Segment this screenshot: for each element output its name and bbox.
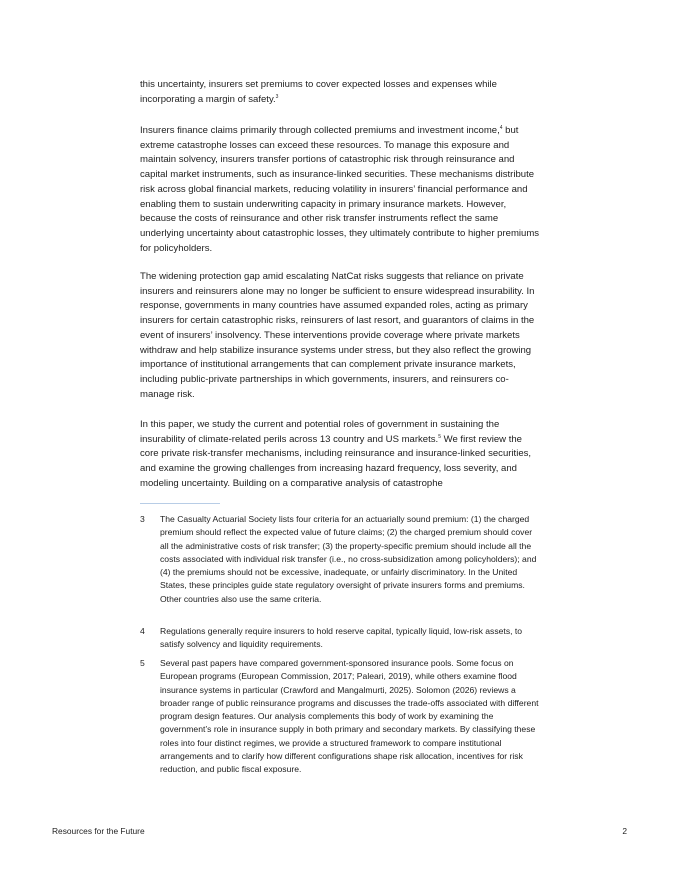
footnote-text: Several past papers have compared government-sponsored insurance pools. Some focus on European programs (European Commission, 2017; Paleari, 2019), while others examine flood insurance systems in particular (Crawford and Mangalmurti, 2025). Solomon (2026) reviews a broader range of public reinsurance programs and discusses the trade-offs associated with different program design features. Our analysis complements this body of work by examining the government’s role in insurance supply in both primary and secondary markets. By classifying these roles into four distinct regimes, we provide a structured framework to compare institutional arrangements and to clarify how different configurations shape risk allocation, incentives for risk reduction, and public fiscal exposure. [160,658,539,775]
paragraph-4: In this paper, we study the current and potential roles of government in sustaining the insurability of climate-related perils across 13 country and US markets.$^5$ We first review the core private risk-transfer mechanisms, including reinsurance and insurance-linked securities, and examine the growing challenges from increasing hazard frequency, loss severity, and modeling uncertainty. Building on a comparative analysis of catastrophe [140,419,532,489]
footnote-divider [140,503,220,504]
footnote-4 [140,625,540,652]
footnote-5 [140,657,540,777]
footnote-3 [140,513,540,606]
footnote-text: The Casualty Actuarial Society lists four criteria for an actuarially sound premium: (1) the charged premium should reflect the expected value of future claims; (2) the charged premium should cover all the administrative costs of risk transfer; (3) the property-specific premium should include all the costs associated with individual risk transfer (i.e., no cross-subsidization among policyholders); and (4) the premiums should not be excessive, inadequate, or unfairly discriminatory. In the United States, these principles guide state regulatory oversight of private insurers forms and premiums. Other countries also use the same criteria. [160,514,537,604]
paragraph-2: Insurers finance claims primarily through collected premiums and investment income,$^4$ but extreme catastrophe losses can exceed these resources. To manage this exposure and maintain solvency, insurers transfer portions of catastrophic risk through reinsurance and capital market instruments, such as insurance-linked securities. These mechanisms distribute risk across global financial markets, reducing volatility in insurers’ financial performance and enabling them to sustain underwriting capacity in primary insurance markets. However, because the costs of reinsurance and other risk transfer instruments reflect the same underlying uncertainty about catastrophic losses, they ultimately contribute to higher premiums for policyholders. [140,125,540,254]
paragraph-3: The widening protection gap amid escalating NatCat risks suggests that reliance on private insurers and reinsurers alone may no longer be sufficient to ensure widespread insurability. In response, governments in many countries have assumed expanded roles, acting as primary insurers for certain catastrophic risks, reinsurers of last resort, and guarantors of claims in the event of insurers’ insolvency. These interventions provide coverage where private markets withdraw and help stabilize insurance systems under stress, but they also reflect the growing importance of institutional arrangements that can complement private insurance markets, including public-private partnerships in which governments, insurers, and reinsurers co-manage risk. [140,271,535,400]
footnote-ref-3[interactable]: 3 [275,93,279,100]
footer-organization: Resources for the Future [52,826,145,836]
footnote-number: 5 [140,658,145,668]
footnote-text: Regulations generally require insurers to hold reserve capital, typically liquid, low-risk assets, to satisfy solvency and liquidity requirements. [160,626,523,650]
page-number: 2 [622,826,627,836]
footnote-ref-4[interactable]: 4 [499,125,503,131]
footnote-number: 4 [140,626,145,636]
footnote-number: 3 [140,514,145,524]
footnote-ref-5[interactable]: 5 [438,433,441,440]
paragraph-1: this uncertainty, insurers set premiums to cover expected losses and expenses while incorporating a margin of safety.$^3$ [140,79,497,105]
